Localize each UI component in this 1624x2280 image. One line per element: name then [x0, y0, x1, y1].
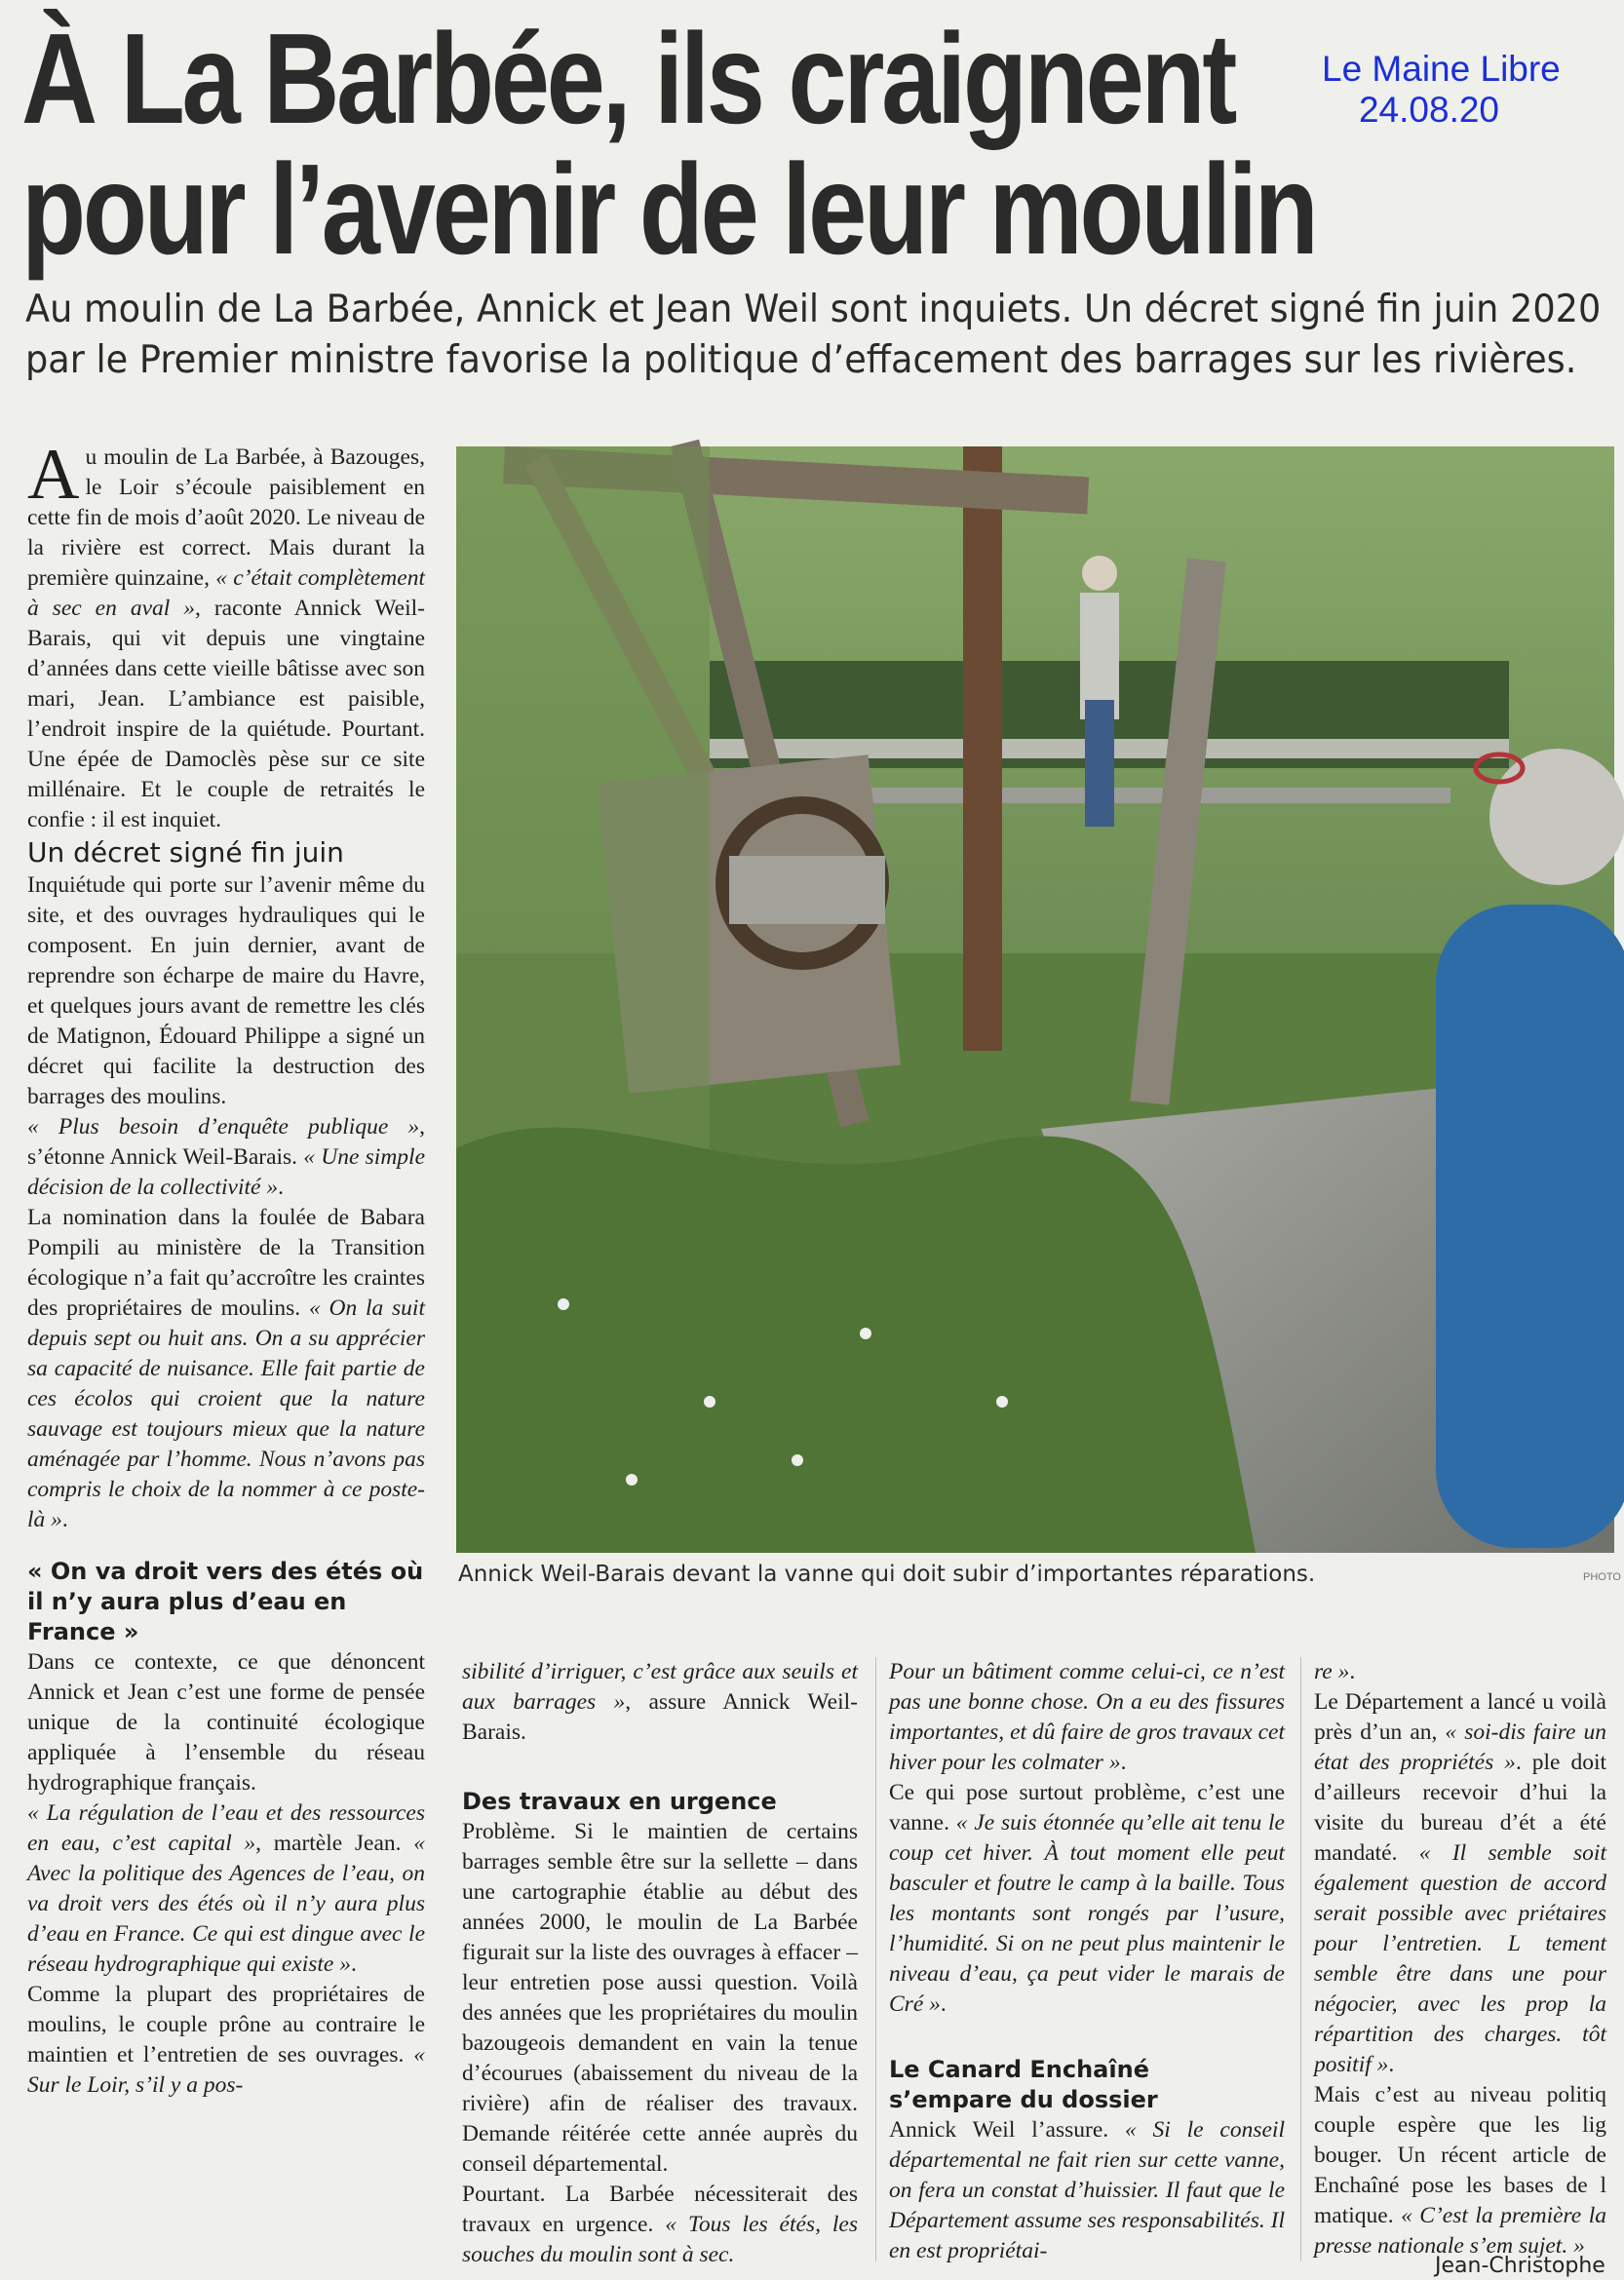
text: .: [1349, 1659, 1356, 1684]
paragraph-1: [462, 1657, 858, 1748]
subhead-travaux: Des travaux en urgence: [462, 1788, 777, 1815]
text: .: [350, 1952, 357, 1977]
subhead-canard: [889, 2055, 1285, 2115]
deck-line-1: Au moulin de La Barbée, Annick et Jean Weil sont inquiets. Un décret signé fin juin 2020: [25, 288, 1602, 331]
text: Comme la plupart des propriétaires de moulins, le couple prône au contraire le maintien et l’entretien de ses ouvrages.: [27, 1982, 425, 2067]
paragraph-5: Dans ce contexte, ce que dénoncent Annick et Jean c’est une forme de pensée unique de la continuité écologique appliquée à l’ensemble du réseau hydrographique français.: [27, 1649, 425, 1796]
headline-line-2: pour l’avenir de leur moulin: [21, 137, 1316, 281]
text: Le Département a lancé u voilà près d’un an,: [1314, 1689, 1606, 1745]
text: s’empare du dossier: [889, 2086, 1158, 2113]
text: , martèle Jean.: [255, 1831, 414, 1856]
paragraph-4: [27, 1203, 425, 1535]
publication-stamp: [1322, 49, 1561, 131]
quote: « soi-dis faire un état des propriétés »: [1314, 1720, 1606, 1775]
text: Mais c’est au niveau politiq couple espère que les lig bouger. Un récent article de Enchaîné pose les bases de l matique.: [1314, 2082, 1606, 2228]
quote: « C’est la première la presse nationale s’em sujet. »: [1314, 2203, 1606, 2259]
quote: « Plus besoin d’enquête publique »: [27, 1114, 420, 1140]
column-1: [27, 435, 426, 2101]
deck-line-2: par le Premier ministre favorise la politique d’effacement des barrages sur les rivières.: [25, 338, 1577, 382]
text: .: [940, 1991, 947, 2017]
intro-quote: « c’était complètement à sec en aval »: [27, 565, 425, 621]
paragraph-3: [1314, 2080, 1606, 2261]
paragraph-2: [889, 1778, 1285, 2020]
column-4: [1314, 1657, 1606, 2259]
text: . ple doit d’ailleurs recevoir d’hui la visite du bureau d’ét a été mandaté.: [1314, 1750, 1606, 1866]
column-divider: [875, 1657, 876, 2261]
paragraph-3: [462, 2180, 858, 2270]
photo-credit: PHOTO: [1583, 1571, 1621, 1583]
byline: Jean-Christophe: [1435, 2254, 1605, 2278]
paragraph-2: Inquiétude qui porte sur l’avenir même du site, et des ouvrages hydrauliques qui le composent. En juin dernier, avant de reprendre son écharpe de maire du Havre, et quelques jours avant de remettre les clés de Matignon, Édouard Philippe a signé un décret qui facilite la destruction des barrages des moulins.: [27, 872, 425, 1109]
paragraph-6: [27, 1798, 425, 1980]
stamp-date: 24.08.20: [1358, 90, 1500, 130]
text: .: [1388, 2052, 1395, 2077]
drop-cap: A: [27, 435, 80, 515]
column-divider: [1300, 1657, 1301, 2261]
column-2: [462, 1657, 858, 2270]
subhead-eau: « On va droit vers des étés où il n’y aura plus d’eau en France »: [27, 1558, 424, 1645]
headline-line-1: À La Barbée, ils craignent: [21, 7, 1235, 150]
text: Pourtant. La Barbée nécessiterait des travaux en urgence.: [462, 2182, 858, 2237]
subhead-decret: Un décret signé fin juin: [27, 836, 344, 869]
quote: « Je suis étonnée qu’elle ait tenu le coup cet hiver. À tout moment elle peut basculer et foutre le camp à la baille. Tous les montants sont rongés par l’usure, l’humidité. Si on ne peut plus maintenir le niveau d’eau, ça peut vider le marais de Cré »: [889, 1810, 1285, 2017]
quote: « Avec la politique des Agences de l’eau, on va droit vers des étés où il n’y aura plus d’eau en France. Ce qui est dingue avec le réseau hydrographique qui existe »: [27, 1831, 425, 1977]
quote: « Sur le Loir, s’il y a pos-: [27, 2042, 425, 2098]
column-3: [889, 1657, 1285, 2266]
quote: re »: [1314, 1659, 1350, 1684]
quote: sibilité d’irriguer, c’est grâce aux seuils et aux barrages »: [462, 1659, 858, 1715]
text: .: [1120, 1750, 1127, 1775]
text: , s’étonne Annick Weil-Barais.: [27, 1114, 425, 1170]
text: La nomination dans la foulée de Babara Pompili au ministère de la Transition écologique n’a fait qu’accroître les craintes des propriétaires de moulins.: [27, 1205, 425, 1321]
text: Ce qui pose surtout problème, c’est une vanne.: [889, 1780, 1285, 1836]
paragraph-7: [27, 1980, 425, 2101]
paragraph-3: [889, 2115, 1285, 2266]
mill-sluice-photo: [456, 446, 1614, 1553]
text: , assure Annick Weil-Barais.: [462, 1689, 858, 1745]
paragraph-2: [1314, 1687, 1606, 2080]
paragraph-2: Problème. Si le maintien de certains barrages semble être sur la sellette – dans une cartographie établie au début des années 2000, le moulin de La Barbée figurait sur la liste des ouvrages à effacer – leur entretien pose aussi question. Voilà des années que les propriétaires du moulin bazougeois demandent en vain la tenue d’écourues (abaissement du niveau de la rivière) afin de réaliser des travaux. Demande réitérée cette année auprès du conseil départemental.: [462, 1819, 858, 2177]
quote: « Si le conseil départemental ne fait rien sur cette vanne, on fera un constat d’huissier. Il faut que le Département assume ses responsabilités. Il en est propriétai-: [889, 2117, 1285, 2263]
headline: [21, 7, 1386, 281]
intro-paragraph: [27, 435, 426, 835]
paragraph-3: [27, 1112, 425, 1203]
intro-text-a: u moulin de La Barbée, à Bazouges, le Loir s’écoule paisiblement en cette fin de mois d’août 2020. Le niveau de la rivière est correct. Mais durant la première quinzaine,: [27, 444, 425, 591]
stamp-publication: Le Maine Libre: [1322, 49, 1561, 89]
text: .: [278, 1175, 284, 1200]
article-deck: [25, 285, 1624, 386]
quote: « Une simple décision de la collectivité »: [27, 1144, 425, 1200]
intro-text-b: , raconte Annick Weil-Barais, qui vit depuis une vingtaine d’années dans cette vieille bâtisse avec son mari, Jean. L’ambiance est paisible, l’endroit inspire de la quiétude. Pourtant. Une épée de Damoclès pèse sur ce site millénaire. Et le couple de retraités le confie : il est inquiet.: [27, 596, 426, 832]
text: Le Canard Enchaîné: [889, 2056, 1149, 2083]
paragraph-1: [1314, 1657, 1606, 1687]
photo-caption: Annick Weil-Barais devant la vanne qui doit subir d’importantes réparations.: [458, 1562, 1316, 1587]
text: .: [61, 1507, 68, 1532]
quote: « Tous les étés, les souches du moulin sont à sec.: [462, 2212, 858, 2267]
paragraph-1: [889, 1657, 1285, 1778]
quote: « Il semble soit également question de accord serait possible avec priétaires pour l’entretien. L tement semble être dans une pour négocier, avec les prop la répartition des charges. tôt positif »: [1314, 1840, 1606, 2077]
article-photo: [456, 446, 1614, 1553]
text: Annick Weil l’assure.: [889, 2117, 1125, 2143]
quote: « On la suit depuis sept ou huit ans. On a su apprécier sa capacité de nuisance. Elle fait partie de ces écolos qui croient que la nature sauvage est toujours mieux que la nature aménagée par l’homme. Nous n’avons pas compris le choix de la nommer à ce poste-là »: [27, 1295, 425, 1532]
quote: « La régulation de l’eau et des ressources en eau, c’est capital »: [27, 1800, 425, 1856]
quote: Pour un bâtiment comme celui-ci, ce n’est pas une bonne chose. On a eu des fissures importantes, et dû faire de gros travaux cet hiver pour les colmater »: [889, 1659, 1285, 1775]
